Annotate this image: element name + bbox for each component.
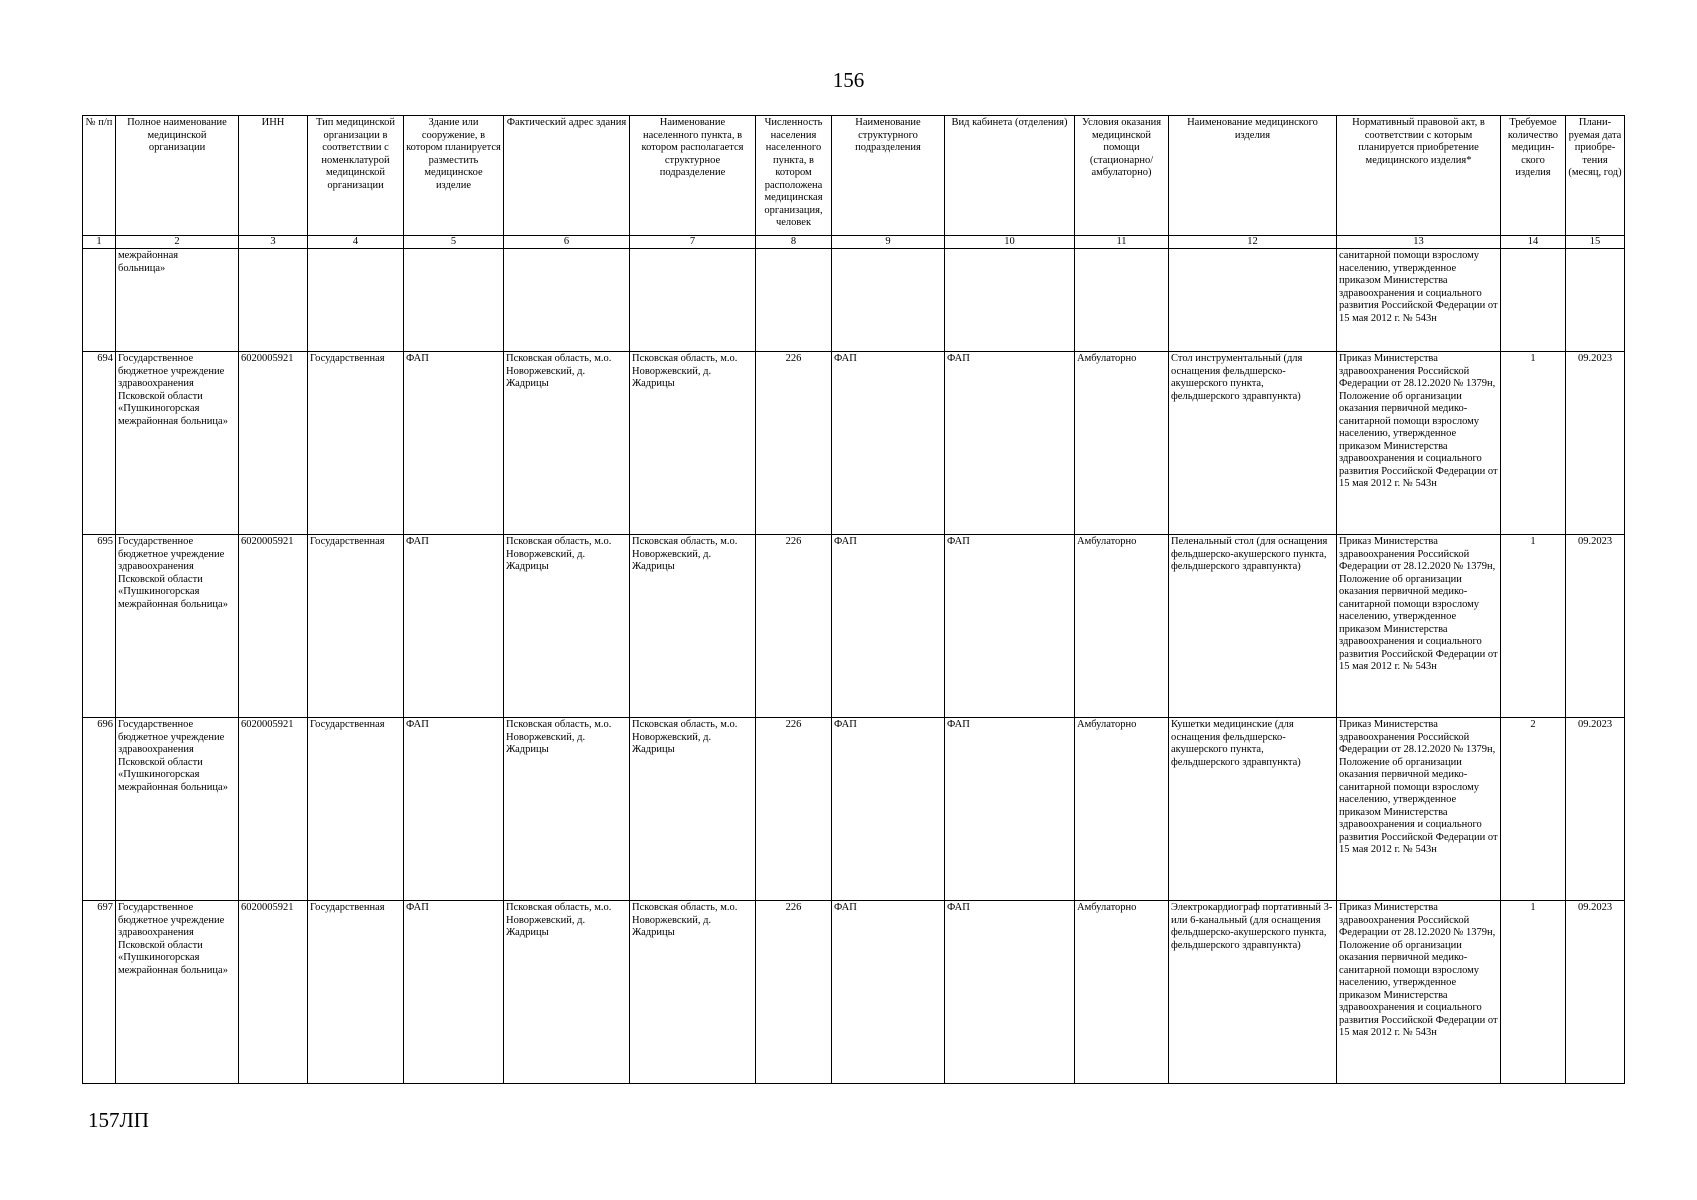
continuation-row xyxy=(83,249,1625,352)
quantity: 1 xyxy=(1501,352,1566,535)
planned-date: 09.2023 xyxy=(1566,901,1625,1084)
column-number: 10 xyxy=(945,236,1075,249)
column-number: 11 xyxy=(1075,236,1169,249)
cabinet-type: ФАП xyxy=(945,535,1075,718)
planned-date: 09.2023 xyxy=(1566,535,1625,718)
inn: 6020005921 xyxy=(239,352,308,535)
cabinet-type: ФАП xyxy=(945,352,1075,535)
table-row xyxy=(83,535,1625,718)
column-number: 3 xyxy=(239,236,308,249)
population: 226 xyxy=(756,352,832,535)
medical-device: Электрокардиограф портативный 3- или 6-канальный (для оснащения фельдшерско-акушерского пункта, фельдшерского здравпункта) xyxy=(1169,901,1337,1084)
equipment-table xyxy=(82,115,1625,1084)
col-header: № п/п xyxy=(83,116,116,236)
row-number: 697 xyxy=(83,901,116,1084)
table-row xyxy=(83,718,1625,901)
column-number: 15 xyxy=(1566,236,1625,249)
column-number-row xyxy=(83,236,1625,249)
column-number: 6 xyxy=(504,236,630,249)
address: Псковская область, м.о. Новоржевский, д. Жадрицы xyxy=(504,901,630,1084)
col-header: Наименование медицинского изделия xyxy=(1169,116,1337,236)
medical-device: Пеленальный стол (для оснащения фельдшерско-акушерского пункта, фельдшерского здравпункта) xyxy=(1169,535,1337,718)
address: Псковская область, м.о. Новоржевский, д. Жадрицы xyxy=(504,535,630,718)
structural-unit: ФАП xyxy=(832,718,945,901)
column-number: 8 xyxy=(756,236,832,249)
building: ФАП xyxy=(404,535,504,718)
quantity: 1 xyxy=(1501,901,1566,1084)
table-row xyxy=(83,352,1625,535)
structural-unit: ФАП xyxy=(832,352,945,535)
legal-act: Приказ Министерства здравоохранения Российской Федерации от 28.12.2020 № 1379н, Положение об организации оказания первичной медико-санитарной помощи взрослому населению, утвержденное приказом Министерства здравоохранения и социального развития Российской Федерации от 15 мая 2012 г. № 543н xyxy=(1337,901,1501,1084)
population: 226 xyxy=(756,535,832,718)
settlement: Псковская область, м.о. Новоржевский, д. Жадрицы xyxy=(630,718,756,901)
org-type: Государственная xyxy=(308,718,404,901)
building: ФАП xyxy=(404,718,504,901)
col-header: Плани-руемая дата приобре-тения (месяц, год) xyxy=(1566,116,1625,236)
care-conditions: Амбулаторно xyxy=(1075,535,1169,718)
col-header: Наименование населенного пункта, в котором располагается структурное подразделение xyxy=(630,116,756,236)
address: Псковская область, м.о. Новоржевский, д. Жадрицы xyxy=(504,352,630,535)
col-header: Тип медицинской организации в соответствии с номенклатурой медицинской организации xyxy=(308,116,404,236)
continuation-org: межрайонная больница» xyxy=(116,249,239,352)
column-number: 12 xyxy=(1169,236,1337,249)
footer-code: 157ЛП xyxy=(88,1108,149,1132)
care-conditions: Амбулаторно xyxy=(1075,718,1169,901)
planned-date: 09.2023 xyxy=(1566,718,1625,901)
header-row xyxy=(83,116,1625,236)
care-conditions: Амбулаторно xyxy=(1075,901,1169,1084)
settlement: Псковская область, м.о. Новоржевский, д. Жадрицы xyxy=(630,901,756,1084)
org-name: Государственное бюджетное учреждение здравоохранения Псковской области «Пушкиногорская межрайонная больница» xyxy=(116,535,239,718)
column-number: 2 xyxy=(116,236,239,249)
planned-date: 09.2023 xyxy=(1566,352,1625,535)
cabinet-type: ФАП xyxy=(945,901,1075,1084)
structural-unit: ФАП xyxy=(832,535,945,718)
population: 226 xyxy=(756,901,832,1084)
page-number: 156 xyxy=(832,68,865,92)
legal-act: Приказ Министерства здравоохранения Российской Федерации от 28.12.2020 № 1379н, Положение об организации оказания первичной медико-санитарной помощи взрослому населению, утвержденное приказом Министерства здравоохранения и социального развития Российской Федерации от 15 мая 2012 г. № 543н xyxy=(1337,718,1501,901)
org-type: Государственная xyxy=(308,535,404,718)
col-header: Полное наименование медицинской организации xyxy=(116,116,239,236)
col-header: Здание или сооружение, в котором планируется разместить медицинское изделие xyxy=(404,116,504,236)
column-number: 14 xyxy=(1501,236,1566,249)
row-number: 695 xyxy=(83,535,116,718)
column-number: 5 xyxy=(404,236,504,249)
quantity: 2 xyxy=(1501,718,1566,901)
cabinet-type: ФАП xyxy=(945,718,1075,901)
org-type: Государственная xyxy=(308,901,404,1084)
legal-act: Приказ Министерства здравоохранения Российской Федерации от 28.12.2020 № 1379н, Положение об организации оказания первичной медико-санитарной помощи взрослому населению, утвержденное приказом Министерства здравоохранения и социального развития Российской Федерации от 15 мая 2012 г. № 543н xyxy=(1337,535,1501,718)
org-type: Государственная xyxy=(308,352,404,535)
care-conditions: Амбулаторно xyxy=(1075,352,1169,535)
col-header: Нормативный правовой акт, в соответствии с которым планируется приобретение медицинского изделия* xyxy=(1337,116,1501,236)
item-rows xyxy=(83,352,1625,1084)
col-header: Требуемое количество медицин-ского изделия xyxy=(1501,116,1566,236)
org-name: Государственное бюджетное учреждение здравоохранения Псковской области «Пушкиногорская межрайонная больница» xyxy=(116,901,239,1084)
column-number: 7 xyxy=(630,236,756,249)
col-header: ИНН xyxy=(239,116,308,236)
population: 226 xyxy=(756,718,832,901)
row-number: 694 xyxy=(83,352,116,535)
org-name: Государственное бюджетное учреждение здравоохранения Псковской области «Пушкиногорская межрайонная больница» xyxy=(116,718,239,901)
structural-unit: ФАП xyxy=(832,901,945,1084)
inn: 6020005921 xyxy=(239,901,308,1084)
column-number: 9 xyxy=(832,236,945,249)
col-header: Вид кабинета (отделения) xyxy=(945,116,1075,236)
column-number: 4 xyxy=(308,236,404,249)
medical-device: Стол инструментальный (для оснащения фельдшерско-акушерского пункта, фельдшерского здравпункта) xyxy=(1169,352,1337,535)
building: ФАП xyxy=(404,901,504,1084)
row-number: 696 xyxy=(83,718,116,901)
inn: 6020005921 xyxy=(239,718,308,901)
col-header: Наименование структурного подразделения xyxy=(832,116,945,236)
settlement: Псковская область, м.о. Новоржевский, д. Жадрицы xyxy=(630,352,756,535)
continuation-act: санитарной помощи взрослому населению, утвержденное приказом Министерства здравоохранения и социального развития Российской Федерации от 15 мая 2012 г. № 543н xyxy=(1337,249,1501,352)
inn: 6020005921 xyxy=(239,535,308,718)
column-number: 1 xyxy=(83,236,116,249)
org-name: Государственное бюджетное учреждение здравоохранения Псковской области «Пушкиногорская межрайонная больница» xyxy=(116,352,239,535)
table-row xyxy=(83,901,1625,1084)
col-header: Фактический адрес здания xyxy=(504,116,630,236)
building: ФАП xyxy=(404,352,504,535)
settlement: Псковская область, м.о. Новоржевский, д. Жадрицы xyxy=(630,535,756,718)
column-number: 13 xyxy=(1337,236,1501,249)
medical-device: Кушетки медицинские (для оснащения фельдшерско-акушерского пункта, фельдшерского здравпункта) xyxy=(1169,718,1337,901)
address: Псковская область, м.о. Новоржевский, д. Жадрицы xyxy=(504,718,630,901)
quantity: 1 xyxy=(1501,535,1566,718)
col-header: Условия оказания медицинской помощи (стационарно/ амбулаторно) xyxy=(1075,116,1169,236)
legal-act: Приказ Министерства здравоохранения Российской Федерации от 28.12.2020 № 1379н, Положение об организации оказания первичной медико-санитарной помощи взрослому населению, утвержденное приказом Министерства здравоохранения и социального развития Российской Федерации от 15 мая 2012 г. № 543н xyxy=(1337,352,1501,535)
col-header: Численность населения населенного пункта, в котором расположена медицинская организация, человек xyxy=(756,116,832,236)
